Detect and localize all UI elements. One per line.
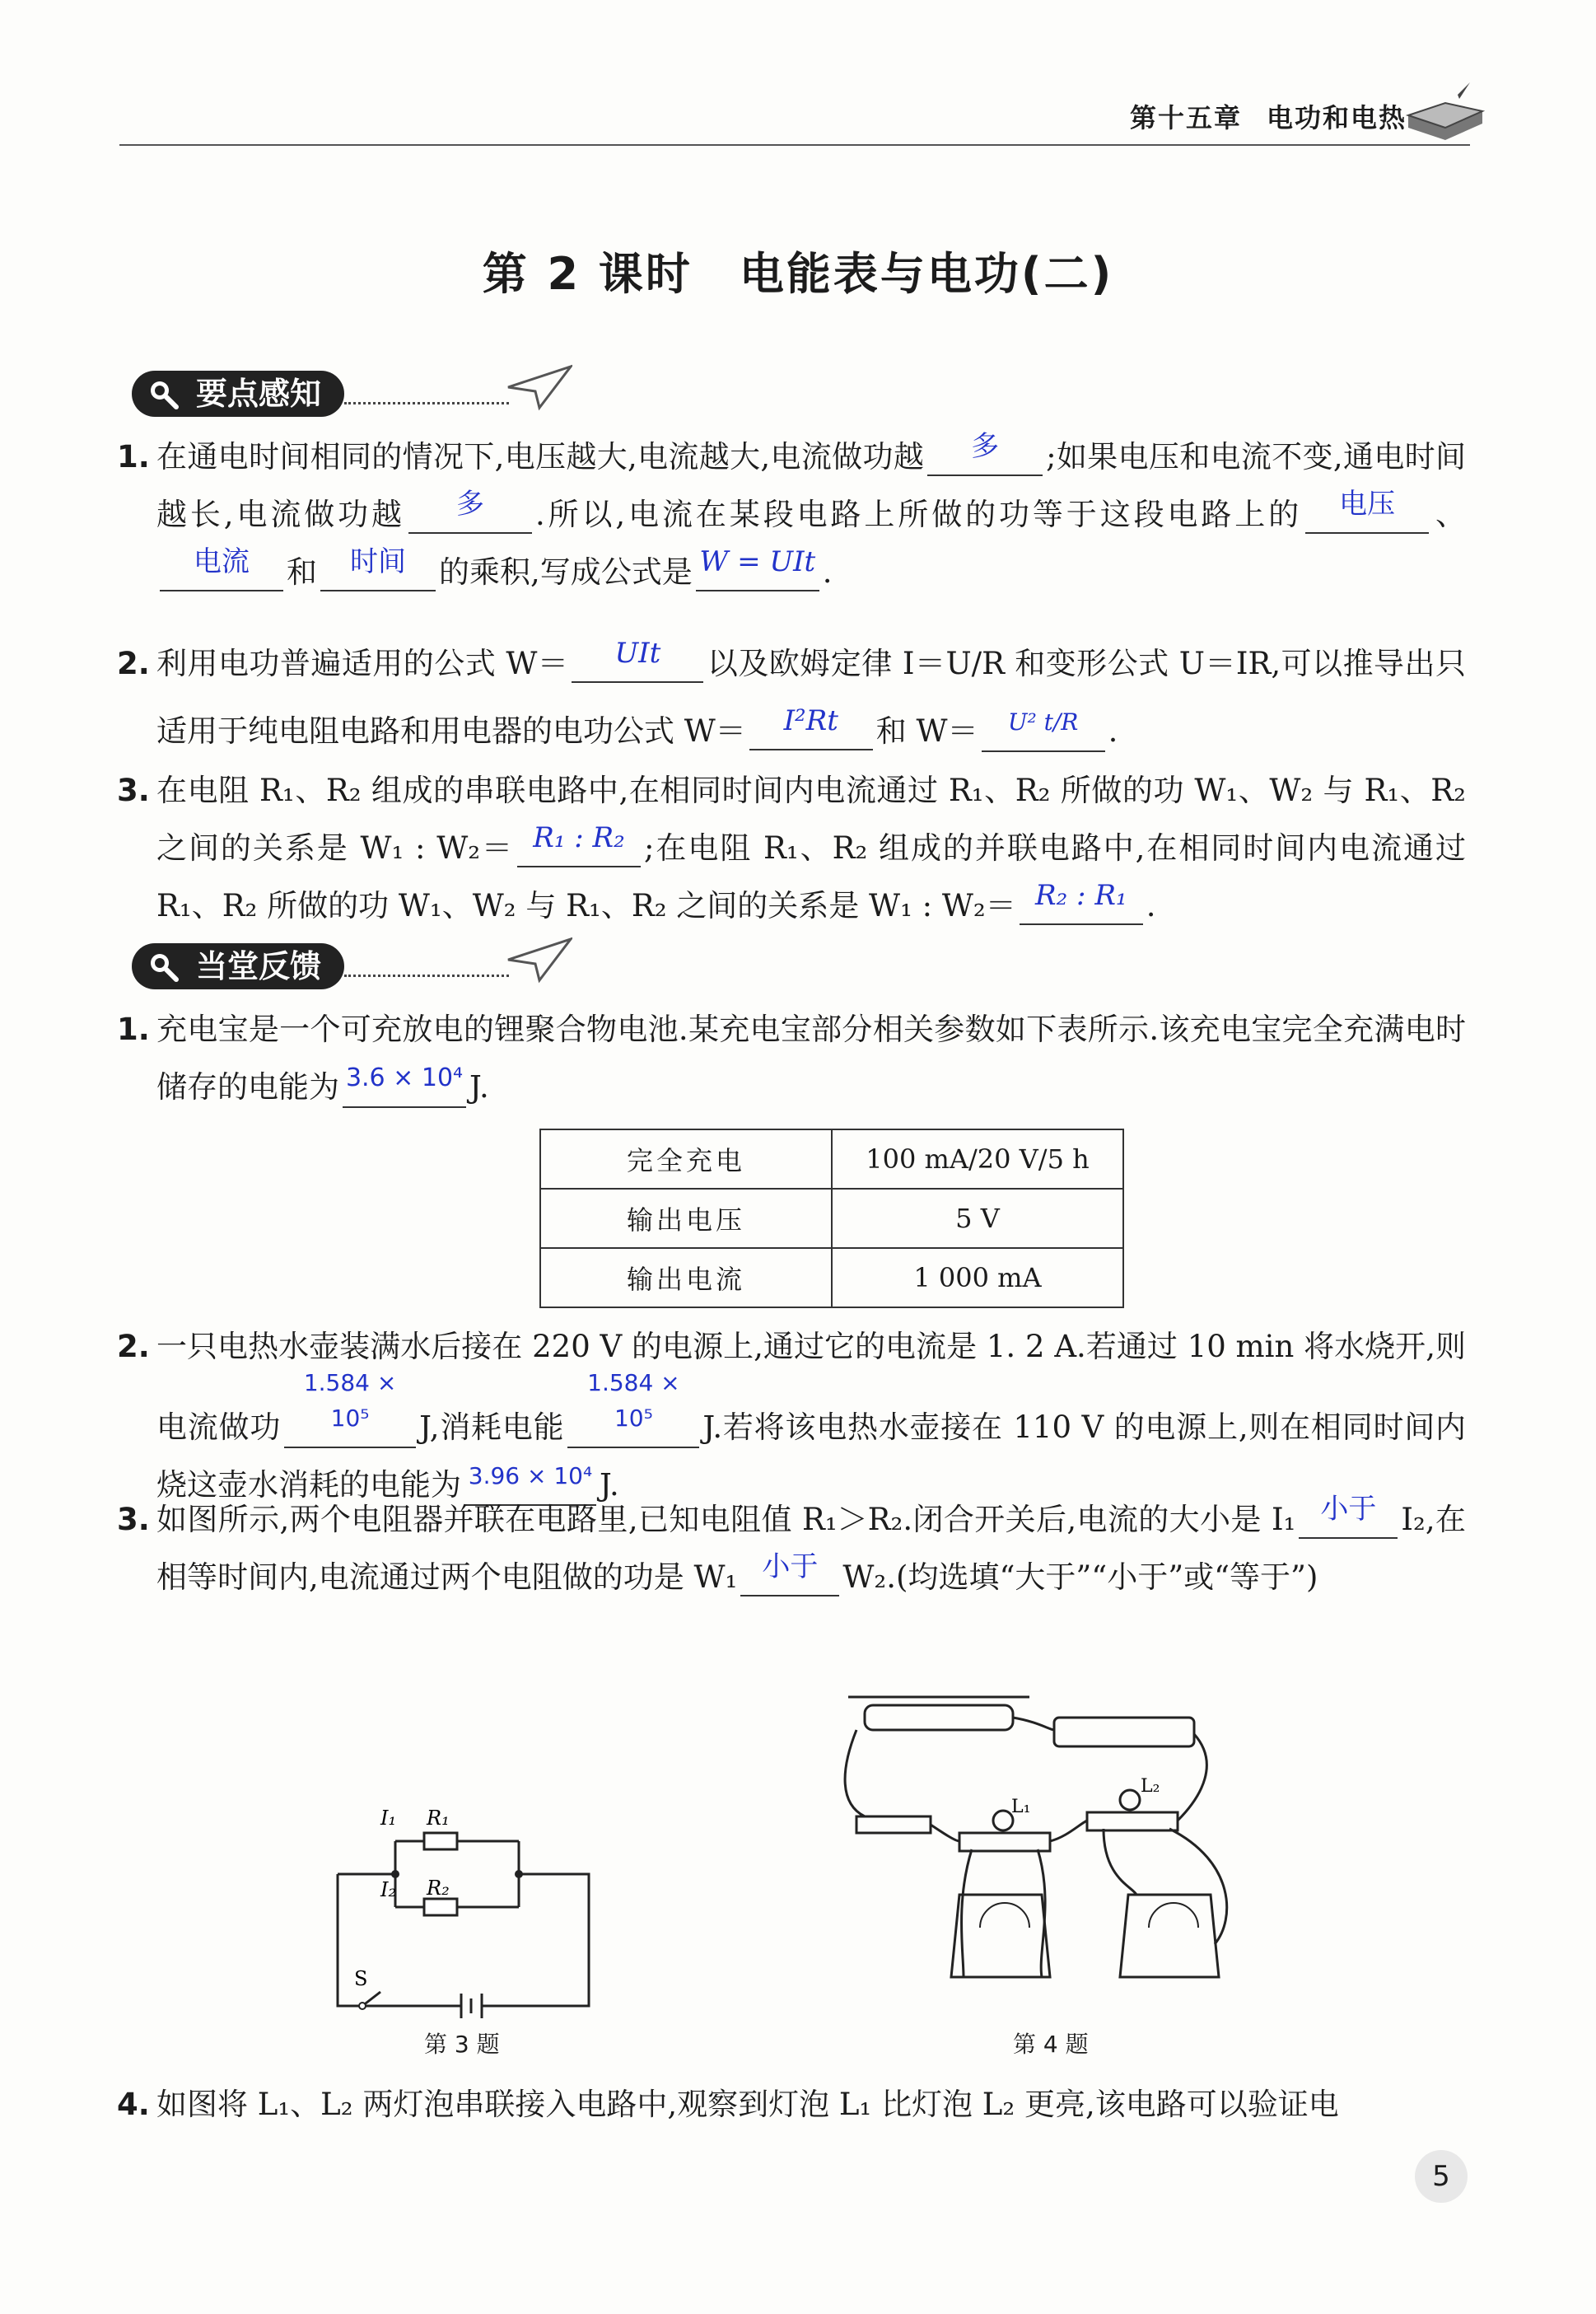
answer-blank <box>749 704 873 750</box>
table-cell: 输出电压 <box>540 1189 832 1248</box>
question-text: J. <box>469 1069 489 1105</box>
page-number: 5 <box>1415 2150 1468 2203</box>
question-text: 以及欧姆定律 I＝U/R 和变形公式 U＝IR,可以推导出只适用于纯电阻电路和用电器的电功公式 W＝ <box>156 646 1466 749</box>
question-text: 和 <box>287 554 317 590</box>
answer-blank <box>740 1550 839 1596</box>
chapter-label: 第十五章 <box>1129 102 1242 133</box>
table-cell: 100 mA/20 V/5 h <box>832 1129 1123 1189</box>
question-2-keypoints <box>117 630 1466 765</box>
answer-blank <box>1305 488 1429 534</box>
label-L2: L₂ <box>1141 1776 1160 1797</box>
lamp-holder-2 <box>1087 1812 1178 1830</box>
answer-blank <box>1020 879 1143 925</box>
answer: 小于 <box>762 1550 819 1583</box>
answer: 电流 <box>194 545 250 578</box>
figure-4-apparatus <box>840 1672 1268 2018</box>
question-text: 一只电热水壶装满水后接在 220 V 的电源上,通过它的电流是 1. 2 A.若通过 10 min 将水烧开,则电流做功 <box>156 1329 1466 1445</box>
question-number: 1. <box>117 1012 150 1047</box>
question-number: 2. <box>117 646 150 681</box>
dotted-trail <box>344 975 509 977</box>
chapter-header <box>1105 97 1407 135</box>
answer: 3.96 × 10⁴ <box>468 1462 593 1489</box>
question-number: 1. <box>117 439 150 474</box>
label-S: S <box>354 1967 368 1990</box>
answer-blank <box>567 1369 699 1448</box>
answer: R₁ : R₂ <box>533 821 625 854</box>
answer-blank <box>696 545 819 591</box>
answer: I²Rt <box>783 704 838 737</box>
question-number: 4. <box>117 2087 150 2122</box>
question-1-keypoints <box>117 428 1466 601</box>
answer-blank <box>517 821 641 867</box>
dotted-trail <box>344 402 509 404</box>
table-row <box>540 1248 1123 1307</box>
answer: U² t/R <box>1007 708 1079 736</box>
question-text: 在电阻 R₁、R₂ 组成的串联电路中,在相同时间内电流通过 R₁、R₂ 所做的功 W₁、W₂ 与 R₁、R₂ 之间的关系是 W₁ : W₂＝ <box>156 773 1466 866</box>
book-icon <box>1400 58 1491 148</box>
answer: UIt <box>614 637 661 670</box>
question-text: 如图所示,两个电阻器并联在电路里,已知电阻值 R₁＞R₂.闭合开关后,电流的大小是 I₁ <box>156 1502 1296 1537</box>
answer: 时间 <box>350 545 406 578</box>
switch-base <box>856 1816 931 1833</box>
question-text: W₂.(均选填“大于”“小于”或“等于”) <box>842 1559 1318 1595</box>
question-text: J.若将该电热水壶接在 110 V 的电源上,则在相同时间内烧这壶水消耗的电能为 <box>156 1409 1467 1503</box>
figure-3-caption: 第 3 题 <box>424 2031 500 2058</box>
topic-label: 电功和电热 <box>1266 102 1407 133</box>
magnifier-icon <box>147 377 180 410</box>
magnifier-icon <box>147 950 180 983</box>
question-number: 3. <box>117 773 150 808</box>
table-row <box>540 1129 1123 1189</box>
answer: 多 <box>971 430 1000 463</box>
answer: W = UIt <box>699 545 816 578</box>
header-rule <box>119 144 1470 146</box>
answer-blank <box>160 545 283 591</box>
feedback-question-1 <box>117 1001 1466 1116</box>
question-text: I₂,在相等时间内,电流通过两个电阻做的功是 W₁ <box>156 1502 1466 1595</box>
feedback-question-3 <box>117 1491 1466 1606</box>
label-R1: R₁ <box>427 1807 450 1830</box>
question-text: ;如果电压和电流不变,通电时间越长,电流做功越 <box>156 439 1466 532</box>
voltmeter-1 <box>951 1895 1050 1977</box>
answer: 1.584 × 10⁵ <box>303 1369 397 1432</box>
answer: 电压 <box>1339 488 1396 521</box>
voltmeter-2 <box>1120 1895 1219 1977</box>
question-number: 2. <box>117 1329 150 1364</box>
table-cell: 1 000 mA <box>832 1248 1123 1307</box>
battery-box <box>1054 1718 1194 1746</box>
table-cell: 输出电流 <box>540 1248 832 1307</box>
answer: 多 <box>455 488 484 521</box>
section-key-points-label: 要点感知 <box>196 376 322 412</box>
answer-blank <box>284 1369 416 1448</box>
question-text: 在通电时间相同的情况下,电压越大,电流越大,电流做功越 <box>156 439 925 474</box>
question-text: J,消耗电能 <box>419 1409 565 1445</box>
power-bank-table <box>539 1129 1124 1308</box>
answer: R₂ : R₁ <box>1035 879 1127 912</box>
answer-blank <box>408 488 532 534</box>
question-text: ;在电阻 R₁、R₂ 组成的并联电路中,在相同时间内电流通过 R₁、R₂ 所做的功 W₁、W₂ 与 R₁、R₂ 之间的关系是 W₁ : W₂＝ <box>156 830 1466 923</box>
table-cell: 5 V <box>832 1189 1123 1248</box>
answer-blank <box>320 545 436 591</box>
question-3-keypoints <box>117 762 1466 935</box>
paper-plane-icon <box>506 362 572 412</box>
question-text: 的乘积,写成公式是 <box>439 554 693 590</box>
answer-blank <box>927 430 1043 476</box>
table-row <box>540 1189 1123 1248</box>
question-text: . <box>1108 713 1118 749</box>
answer: 1.584 × 10⁵ <box>587 1369 680 1432</box>
answer-blank <box>1299 1493 1398 1539</box>
lamp-holder-1 <box>959 1833 1050 1851</box>
question-text: 和 W＝ <box>875 713 978 749</box>
label-I1: I₁ <box>380 1807 397 1830</box>
label-L1: L₁ <box>1011 1797 1031 1817</box>
question-text: 、 <box>1432 497 1466 532</box>
label-I2: I₂ <box>380 1878 397 1901</box>
question-text: J. <box>600 1467 619 1503</box>
question-text: .所以,电流在某段电路上所做的功等于这段电路上的 <box>534 497 1303 532</box>
feedback-question-2 <box>117 1318 1467 1514</box>
paper-plane-icon <box>506 935 572 984</box>
answer: 3.6 × 10⁴ <box>345 1064 464 1092</box>
table-cell: 完全充电 <box>540 1129 832 1189</box>
section-in-class-feedback <box>132 943 344 989</box>
question-number: 3. <box>117 1502 150 1537</box>
section-key-points <box>132 371 344 417</box>
question-text: . <box>1146 888 1156 923</box>
answer: 小于 <box>1320 1493 1377 1526</box>
figure-4-caption: 第 4 题 <box>1013 2031 1089 2058</box>
answer-blank <box>572 637 703 683</box>
label-R2: R₂ <box>427 1877 450 1900</box>
feedback-question-4 <box>117 2076 1466 2134</box>
lesson-title: 第 2 课时 电能表与电功(二) <box>482 248 1114 300</box>
question-text: 利用电功普遍适用的公式 W＝ <box>156 646 569 681</box>
section-feedback-label: 当堂反馈 <box>196 948 322 984</box>
question-text: 充电宝是一个可充放电的锂聚合物电池.某充电宝部分相关参数如下表所示.该充电宝完全充满电时储存的电能为 <box>156 1012 1466 1105</box>
question-text: . <box>822 554 833 590</box>
rheostat <box>865 1705 1013 1730</box>
answer-blank <box>982 708 1105 752</box>
answer-blank <box>343 1064 466 1108</box>
question-text: 如图将 L₁、L₂ 两灯泡串联接入电路中,观察到灯泡 L₁ 比灯泡 L₂ 更亮,该电路可以验证电 <box>156 2087 1339 2122</box>
figure-3-circuit <box>329 1796 601 2018</box>
